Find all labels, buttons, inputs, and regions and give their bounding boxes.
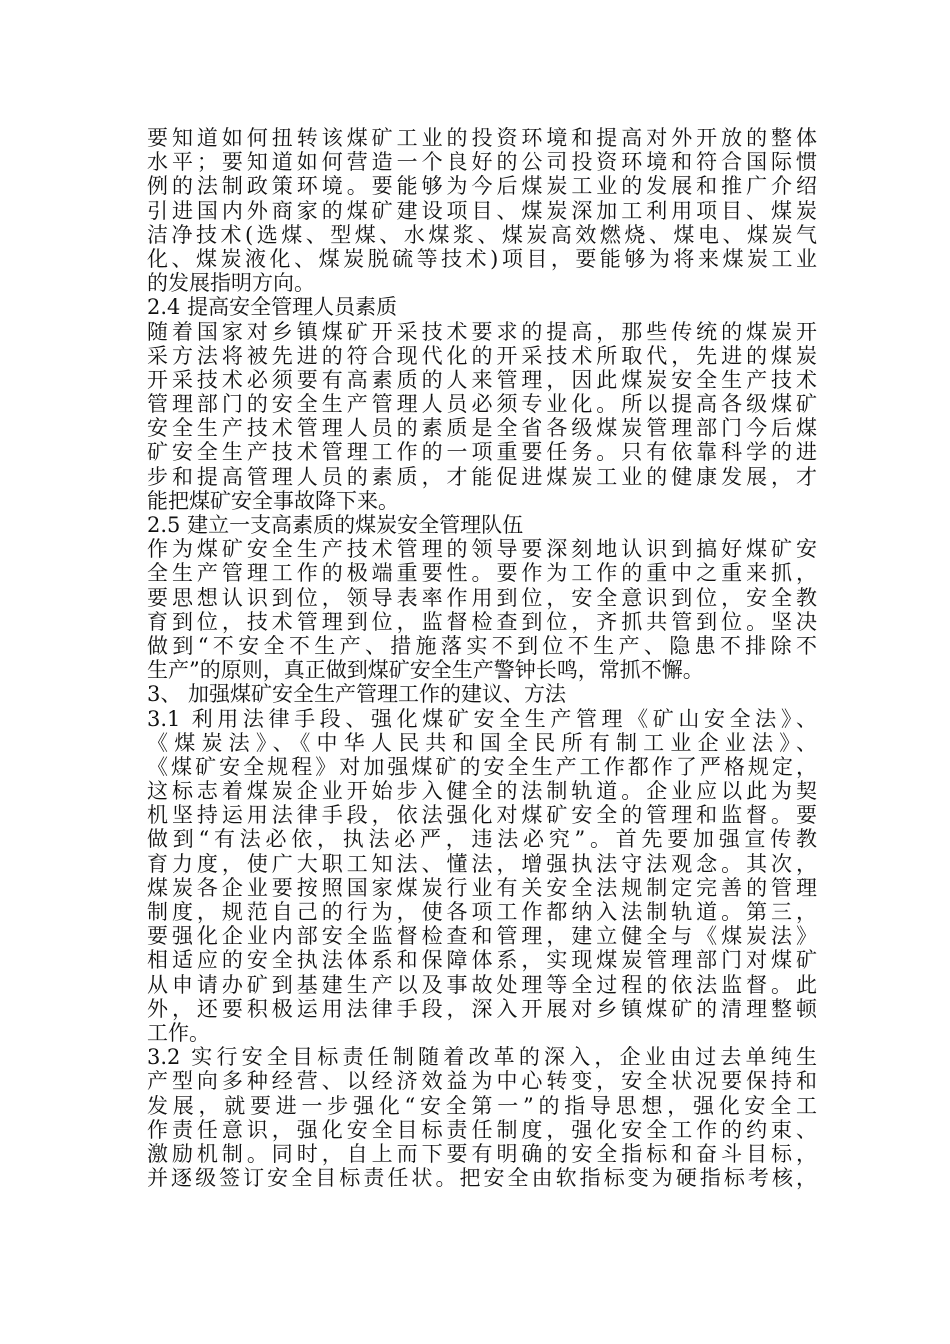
text-line: 作责任意识，强化安全目标责任制度，强化安全工作的约束、 — [147, 1117, 817, 1142]
text-line: 相适应的安全执法体系和保障体系，实现煤炭管理部门对煤矿 — [147, 948, 817, 973]
document-body — [147, 126, 817, 1190]
text-line: 生产”的原则，真正做到煤矿安全生产警钟长鸣，常抓不懈。 — [147, 658, 704, 683]
text-line: 这标志着煤炭企业开始步入健全的法制轨道。企业应以此为契 — [147, 779, 817, 804]
text-line: 要知道如何扭转该煤矿工业的投资环境和提高对外开放的整体 — [147, 126, 817, 150]
text-line: 《煤炭法》、《中华人民共和国全民所有制工业企业法》、 — [147, 730, 817, 755]
text-line: 发展，就要进一步强化“安全第一”的指导思想，强化安全工 — [147, 1093, 817, 1118]
text-line: 机坚持运用法律手段，依法强化对煤矿安全的管理和监督。要 — [147, 803, 817, 828]
text-line: 外，还要积极运用法律手段，深入开展对乡镇煤矿的清理整顿 — [147, 996, 817, 1021]
text-line: 做到“有法必依，执法必严，违法必究”。首先要加强宣传教 — [147, 827, 817, 852]
text-line: 步和提高管理人员的素质，才能促进煤炭工业的健康发展，才 — [147, 464, 817, 489]
text-line: 水平；要知道如何营造一个良好的公司投资环境和符合国际惯 — [147, 150, 817, 175]
text-line: 引进国内外商家的煤矿建设项目、煤炭深加工利用项目、煤炭 — [147, 198, 817, 223]
text-line: 开采技术必须要有高素质的人来管理，因此煤炭安全生产技术 — [147, 367, 817, 392]
text-line: 并逐级签订安全目标责任状。把安全由软指标变为硬指标考核， — [147, 1166, 817, 1191]
text-line: 化、煤炭液化、煤炭脱硫等技术)项目，要能够为将来煤炭工业 — [147, 246, 817, 271]
text-line: 从申请办矿到基建生产以及事故处理等全过程的依法监督。此 — [147, 972, 817, 997]
text-line: 激励机制。同时，自上而下要有明确的安全指标和奋斗目标， — [147, 1141, 817, 1166]
text-line: 例的法制政策环境。要能够为今后煤炭工业的发展和推广介绍 — [147, 174, 817, 199]
text-line: 煤炭各企业要按照国家煤炭行业有关安全法规制定完善的管理 — [147, 875, 817, 900]
text-line: 管理部门的安全生产管理人员必须专业化。所以提高各级煤矿 — [147, 392, 817, 417]
text-line: 的发展指明方向。 — [147, 271, 315, 296]
text-line: 3.2 实行安全目标责任制随着改革的深入，企业由过去单纯生 — [147, 1045, 817, 1070]
text-line: 制度，规范自己的行为，使各项工作都纳入法制轨道。第三， — [147, 900, 817, 924]
section-heading: 2.5 建立一支高素质的煤炭安全管理队伍 — [147, 513, 524, 537]
text-line: 《煤矿安全规程》对加强煤矿的安全生产工作都作了严格规定， — [147, 754, 817, 779]
text-line: 3.1 利用法律手段、强化煤矿安全生产管理《矿山安全法》、 — [147, 706, 817, 731]
text-line: 全生产管理工作的极端重要性。要作为工作的重中之重来抓， — [147, 561, 817, 586]
text-line: 作为煤矿安全生产技术管理的领导要深刻地认识到搞好煤矿安 — [147, 537, 817, 562]
text-line: 工作。 — [147, 1020, 210, 1045]
text-line: 矿安全生产技术管理工作的一项重要任务。只有依靠科学的进 — [147, 440, 817, 465]
text-line: 产型向多种经营、以经济效益为中心转变，安全状况要保持和 — [147, 1069, 817, 1094]
section-heading: 3、 加强煤矿安全生产管理工作的建议、方法 — [147, 682, 567, 707]
section-heading: 2.4 提高安全管理人员素质 — [147, 295, 398, 320]
text-line: 育力度，使广大职工知法、懂法，增强执法守法观念。其次， — [147, 851, 817, 876]
text-line: 做到“不安全不生产、措施落实不到位不生产、隐患不排除不 — [147, 633, 817, 658]
text-line: 能把煤矿安全事故降下来。 — [147, 488, 399, 513]
text-line: 随着国家对乡镇煤矿开采技术要求的提高，那些传统的煤炭开 — [147, 319, 817, 344]
text-line: 育到位，技术管理到位，监督检查到位，齐抓共管到位。坚决 — [147, 609, 817, 634]
text-line: 安全生产技术管理人员的素质是全省各级煤炭管理部门今后煤 — [147, 416, 817, 441]
text-line: 采方法将被先进的符合现代化的开采技术所取代，先进的煤炭 — [147, 343, 817, 368]
text-line: 洁净技术(选煤、型煤、水煤浆、煤炭高效燃烧、煤电、煤炭气 — [147, 222, 817, 247]
text-line: 要思想认识到位，领导表率作用到位，安全意识到位，安全教 — [147, 585, 817, 610]
text-line: 要强化企业内部安全监督检查和管理，建立健全与《煤炭法》 — [147, 924, 817, 949]
